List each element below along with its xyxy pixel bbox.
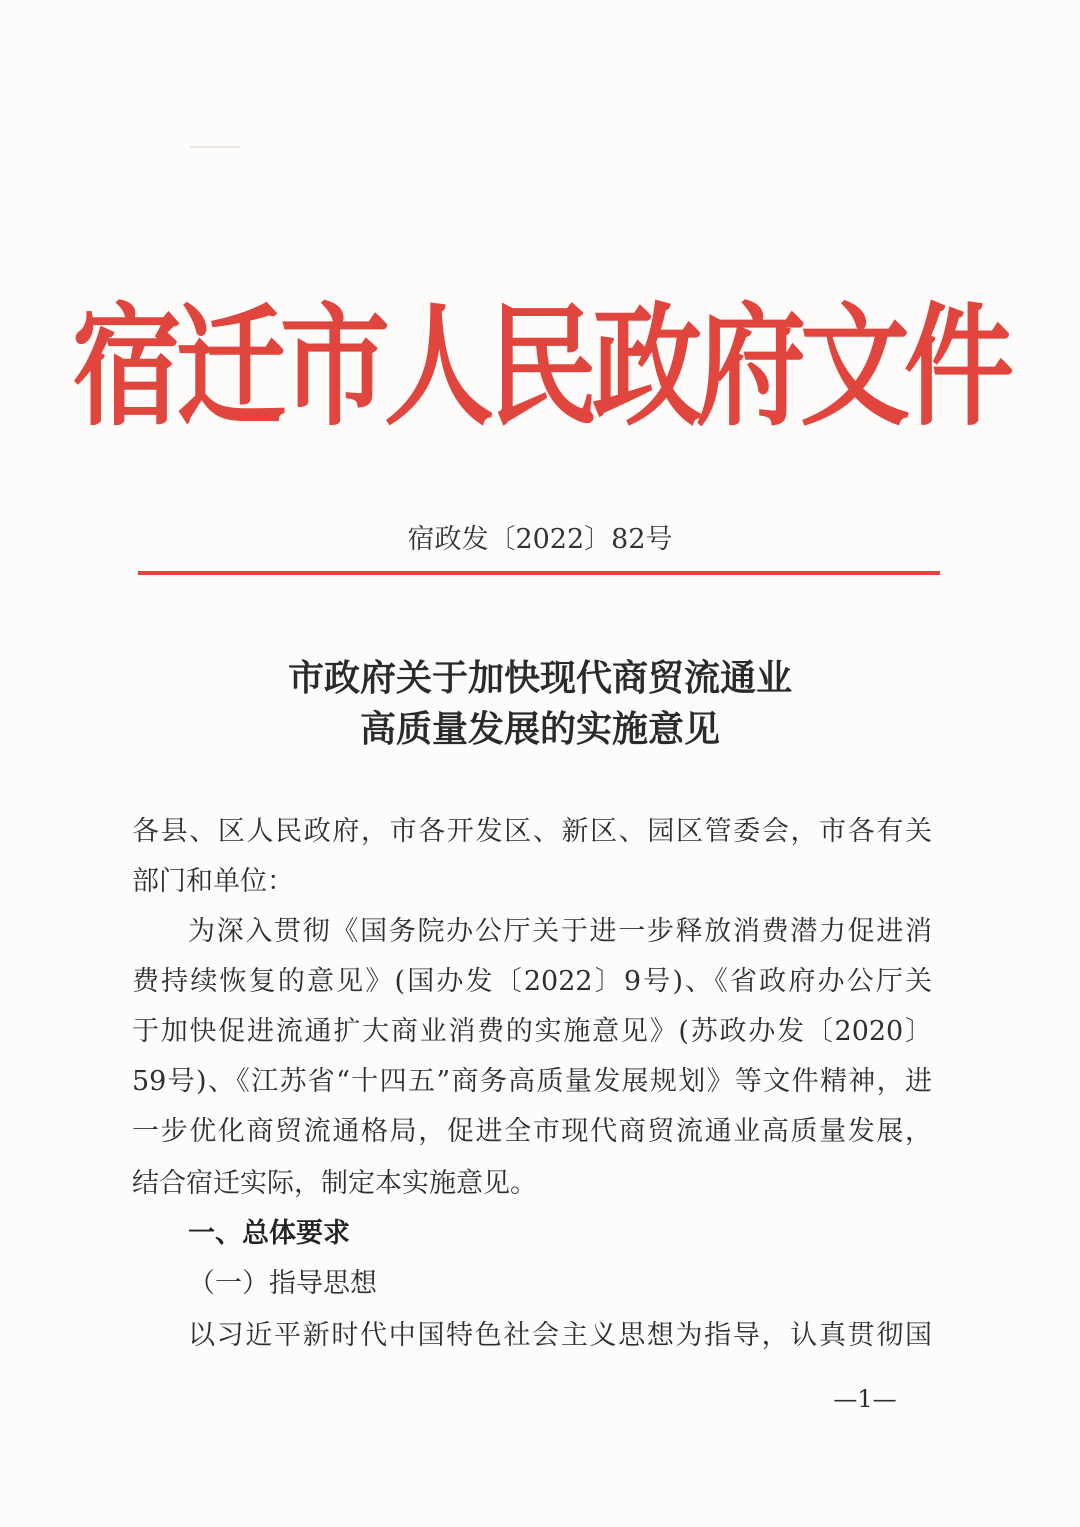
document-title-line-2: 高质量发展的实施意见 bbox=[359, 708, 720, 750]
recipients-line-2: 部门和单位： bbox=[132, 866, 294, 897]
intro-line-6: 结合宿迁实际，制定本实施意见。 bbox=[132, 1168, 537, 1199]
intro-line-1: 为深入贯彻《国务院办公厅关于进一步释放消费潜力促进消 bbox=[188, 916, 932, 947]
sub-heading: （一）指导思想 bbox=[188, 1268, 377, 1299]
section-text-line-1: 以习近平新时代中国特色社会主义思想为指导，认真贯彻国 bbox=[188, 1320, 932, 1351]
red-separator-rule bbox=[138, 571, 940, 575]
intro-line-2: 费持续恢复的意见》(国办发〔2022〕9号)、《省政府办公厅关 bbox=[132, 966, 932, 997]
page-number: —1— bbox=[833, 1385, 897, 1413]
intro-line-5: 一步优化商贸流通格局，促进全市现代商贸流通业高质量发展， bbox=[132, 1116, 932, 1147]
scan-artifact bbox=[190, 146, 240, 148]
document-title-line-1: 市政府关于加快现代商贸流通业 bbox=[287, 657, 792, 699]
issuer-header-title: 宿迁市人民政府文件 bbox=[72, 289, 1008, 444]
document-number: 宿政发〔2022〕82号 bbox=[407, 524, 673, 555]
section-heading: 一、总体要求 bbox=[188, 1218, 350, 1249]
recipients-line-1: 各县、区人民政府，市各开发区、新区、园区管委会，市各有关 bbox=[132, 816, 932, 847]
intro-line-3: 于加快促进流通扩大商业消费的实施意见》(苏政办发〔2020〕 bbox=[132, 1016, 932, 1047]
intro-line-4: 59号)、《江苏省“十四五”商务高质量发展规划》等文件精神，进 bbox=[132, 1066, 932, 1097]
